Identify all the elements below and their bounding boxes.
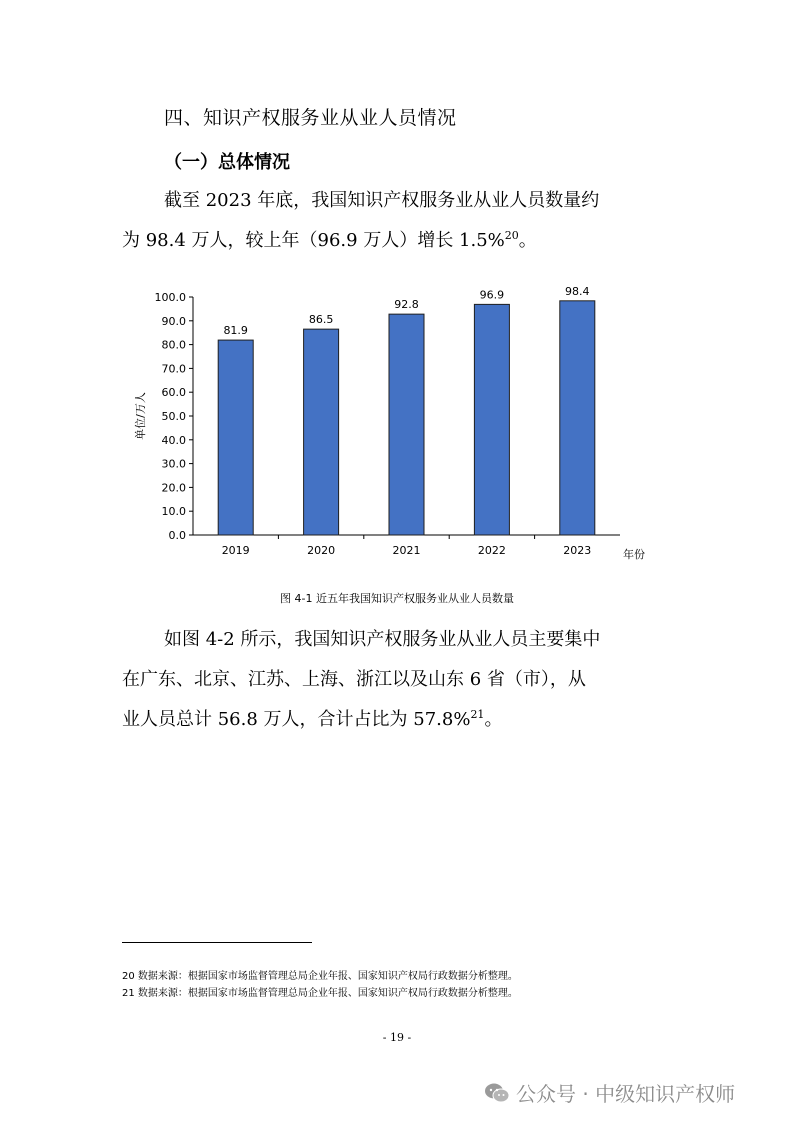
- footnote-20: 20 数据来源：根据国家市场监督管理总局企业年报、国家知识产权局行政数据分析整理。: [122, 971, 518, 982]
- bar: [304, 329, 339, 535]
- paragraph-2-line-3: [122, 700, 502, 740]
- paragraph-2-line-2: 在广东、北京、江苏、上海、浙江以及山东 6 省（市），从: [122, 669, 586, 690]
- paragraph-1-line-2: [122, 221, 537, 261]
- x-axis-label: 年份: [623, 548, 645, 561]
- y-axis-label: 单位/万人: [134, 392, 147, 440]
- footnote-divider: [122, 942, 312, 943]
- bar: [389, 314, 424, 535]
- y-tick-label: 70.0: [161, 362, 186, 376]
- section-title: 四、知识产权服务业从业人员情况: [164, 107, 457, 129]
- paragraph-2-line-1: 如图 4-2 所示，我国知识产权服务业从业人员主要集中: [164, 629, 601, 650]
- y-tick-label: 0.0: [168, 529, 186, 542]
- data-label: 86.5: [308, 313, 334, 327]
- page-number: - 19 -: [382, 1031, 412, 1044]
- y-tick-label: 50.0: [161, 410, 186, 423]
- y-tick-label: 10.0: [161, 505, 186, 519]
- data-label: 92.8: [394, 298, 419, 312]
- y-tick-label: 100.0: [154, 291, 186, 304]
- x-tick-label: 2022: [477, 544, 506, 557]
- footnote-ref-20[interactable]: 20: [504, 229, 519, 242]
- employees-bar-chart: [130, 282, 650, 567]
- y-tick-label: 90.0: [161, 314, 186, 328]
- data-label: 98.4: [565, 284, 590, 298]
- y-tick-label: 20.0: [161, 481, 186, 495]
- footnote-ref-21[interactable]: 21: [470, 708, 485, 721]
- figure-caption: 图 4-1 近五年我国知识产权服务业从业人员数量: [280, 592, 514, 605]
- bar: [560, 301, 595, 535]
- data-label: 96.9: [479, 288, 505, 302]
- data-label: 81.9: [223, 324, 248, 338]
- bar: [218, 340, 253, 535]
- y-tick-label: 40.0: [161, 433, 186, 447]
- y-tick-label: 60.0: [161, 386, 186, 400]
- x-tick-label: 2023: [563, 544, 592, 557]
- paragraph-1-end: 。: [518, 230, 537, 251]
- watermark-text: 公众号 · 中级知识产权师: [516, 1082, 736, 1106]
- subsection-title: （一）总体情况: [164, 152, 290, 173]
- wechat-icon: [484, 1082, 510, 1104]
- x-tick-label: 2021: [392, 544, 421, 557]
- footnote-21: 21 数据来源：根据国家市场监督管理总局企业年报、国家知识产权局行政数据分析整理。: [122, 988, 518, 999]
- watermark: [484, 1078, 735, 1107]
- y-tick-label: 80.0: [161, 338, 186, 352]
- paragraph-1-line-1: 截至 2023 年底，我国知识产权服务业从业人员数量约: [164, 190, 600, 211]
- x-tick-label: 2020: [307, 544, 336, 557]
- y-tick-label: 30.0: [161, 457, 186, 471]
- x-tick-label: 2019: [221, 544, 250, 557]
- paragraph-2-end: 。: [484, 709, 503, 730]
- bar: [474, 304, 509, 535]
- paragraph-1-text: 为 98.4 万人，较上年（96.9 万人）增长 1.5%: [122, 230, 505, 251]
- paragraph-2-text: 业人员总计 56.8 万人，合计占比为 57.8%: [122, 709, 471, 730]
